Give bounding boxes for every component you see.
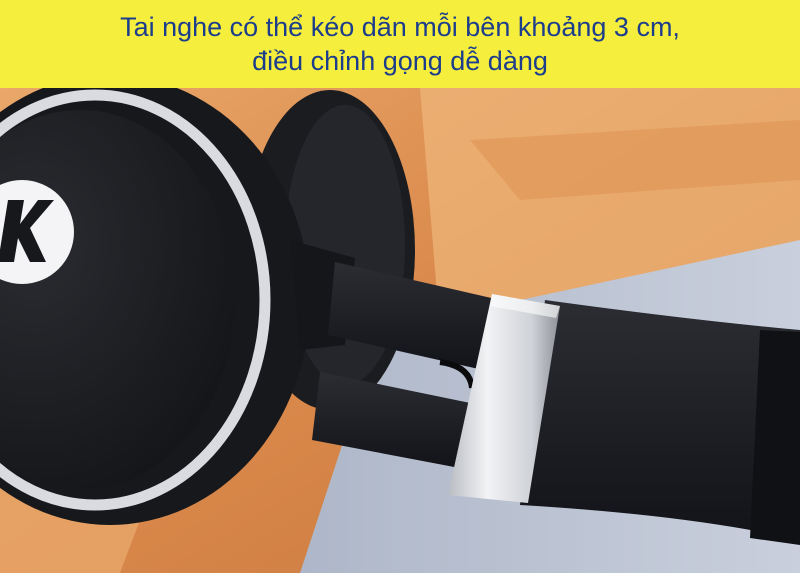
caption-line-2: điều chỉnh gọng dễ dàng [252, 46, 548, 76]
caption-banner [0, 0, 800, 88]
product-photo [0, 88, 800, 573]
caption-line-1: Tai nghe có thể kéo dãn mỗi bên khoảng 3 cm, [120, 12, 680, 42]
